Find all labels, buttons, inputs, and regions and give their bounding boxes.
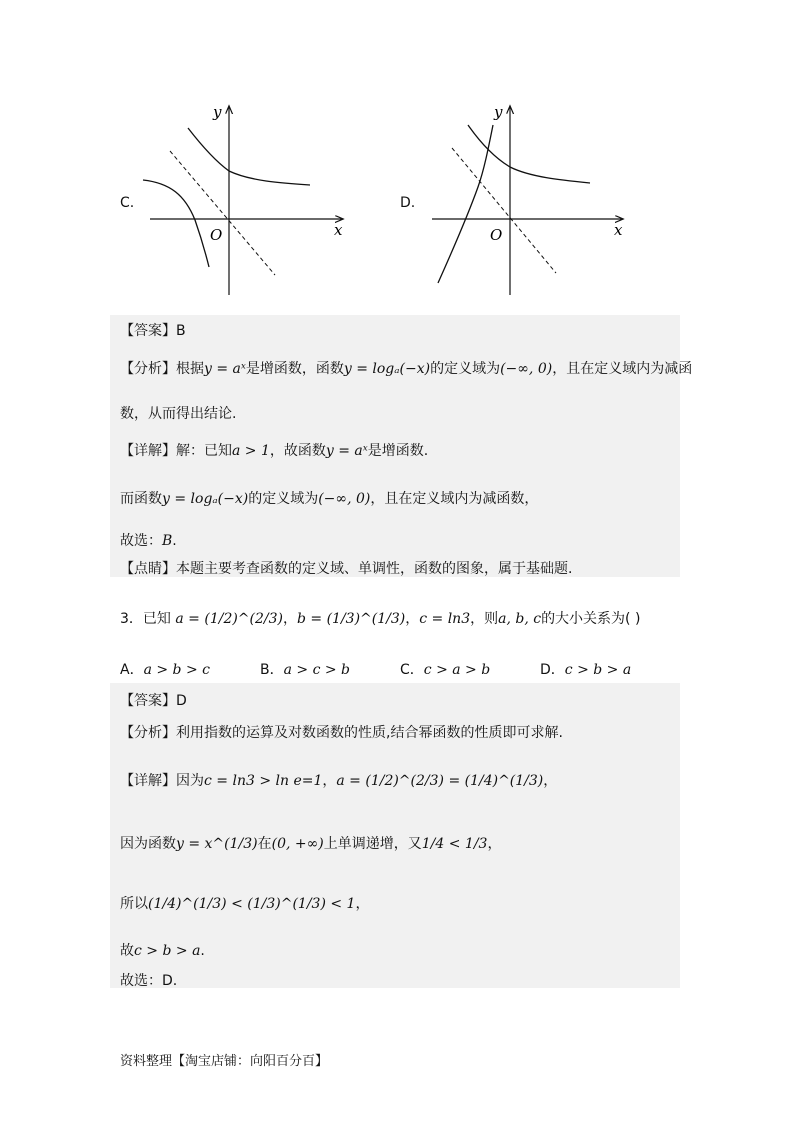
curve-lower <box>143 180 209 267</box>
option-expr: c > b > a <box>564 662 632 678</box>
q3-stem-prefix: 3．已知 <box>120 611 171 627</box>
q2-analysis-suffix: ，且在定义域内为减函 <box>552 361 693 377</box>
q2-detail2-suffix: ，且在定义域内为减函数， <box>370 491 539 507</box>
q3-stem: 3．已知 a = (1/2)^(2/3)，b = (1/3)^(1/3)，c = ln3，则a, b, c的大小关系为( ) <box>120 611 641 627</box>
q3-choose: 故选：D. <box>120 973 178 989</box>
q2-detail2-mid: 的定义域为 <box>248 491 319 507</box>
q3-detail4-prefix: 故 <box>120 943 134 959</box>
q2-detail-line1 <box>120 440 428 460</box>
q3-detail-line4 <box>120 940 205 960</box>
q2-detail-mid: ，故函数 <box>269 443 326 459</box>
q3-detail1-suffix: ， <box>543 773 558 789</box>
y-axis-label: y <box>213 103 222 121</box>
q3-detail1-prefix: 【详解】因为 <box>120 773 204 789</box>
graph-c <box>110 95 370 305</box>
q3-detail-line3 <box>120 893 369 913</box>
q2-detail-math1: a > 1 <box>232 443 270 459</box>
option-d-label: D. <box>400 195 416 211</box>
q3-answer: 【答案】D <box>120 693 187 709</box>
q2-analysis-mid2: 的定义域为 <box>430 361 501 377</box>
q3-detail2-mid2: 上单调递增，又 <box>323 836 422 852</box>
q2-analysis-prefix: 【分析】根据 <box>120 361 204 377</box>
q2-choose-prefix: 故选： <box>120 533 162 549</box>
q2-detail-suffix: 是增函数. <box>367 443 429 459</box>
q3-detail1-math1: c = ln3 > ln e=1 <box>204 773 323 789</box>
q3-option-b[interactable] <box>260 659 350 679</box>
q2-analysis-math2: y = logₐ(−x) <box>343 361 431 377</box>
q2-choose-suffix: . <box>172 533 177 549</box>
q3-stem-c: c = ln3 <box>419 611 471 627</box>
q3-option-a[interactable] <box>120 659 210 679</box>
q2-analysis-line1 <box>120 358 692 378</box>
q2-detail-math2: y = aˣ <box>325 443 368 459</box>
curve-upper <box>188 128 310 185</box>
q3-option-d[interactable] <box>540 659 631 679</box>
q2-analysis-line2: 数，从而得出结论. <box>120 406 237 422</box>
option-expr: c > a > b <box>423 662 491 678</box>
q2-analysis-math1: y = aˣ <box>204 361 246 377</box>
q3-detail2-mid: 在 <box>257 836 272 852</box>
q3-stem-mid: ，则 <box>470 611 499 627</box>
q3-detail3-math: (1/4)^(1/3) < (1/3)^(1/3) < 1 <box>148 896 356 912</box>
option-label: C． <box>400 662 424 678</box>
q3-stem-suffix: 的大小关系为( ) <box>541 611 641 627</box>
q3-option-c[interactable] <box>400 659 490 679</box>
q3-detail4-math: c > b > a <box>134 943 201 959</box>
page-footer: 资料整理【淘宝店铺：向阳百分百】 <box>120 1054 329 1069</box>
q3-detail2-suffix: ， <box>487 836 502 852</box>
q3-analysis: 【分析】利用指数的运算及对数函数的性质,结合幂函数的性质即可求解. <box>120 725 563 741</box>
q2-choose <box>120 530 177 550</box>
q3-detail2-math1: y = x^(1/3) <box>176 836 258 852</box>
option-label: A． <box>120 662 144 678</box>
q3-detail3-suffix: ， <box>355 896 370 912</box>
q3-detail4-suffix: . <box>200 943 205 959</box>
q2-comment: 【点睛】本题主要考查函数的定义域、单调性，函数的图象，属于基础题. <box>120 561 573 577</box>
q2-detail2-prefix: 而函数 <box>120 491 162 507</box>
q3-detail3-prefix: 所以 <box>120 896 148 912</box>
q3-detail2-math3: 1/4 < 1/3 <box>421 836 488 852</box>
x-axis-label: x <box>334 221 343 239</box>
q3-detail-line2 <box>120 833 501 853</box>
q3-detail1-math2: a = (1/2)^(2/3) = (1/4)^(1/3) <box>336 773 544 789</box>
q3-stem-vars: a, b, c <box>498 611 542 627</box>
q3-detail1-sep: ， <box>322 773 337 789</box>
q2-answer: 【答案】B <box>120 323 186 339</box>
option-label: D． <box>540 662 565 678</box>
origin-label: O <box>490 226 503 244</box>
graph-d <box>400 95 640 305</box>
dashed-asymptote-line <box>170 151 275 275</box>
dashed-asymptote-line <box>452 148 556 273</box>
q2-detail-line2 <box>120 488 538 508</box>
curve-increasing <box>438 125 493 283</box>
option-expr: a > c > b <box>283 662 351 678</box>
q3-detail2-prefix: 因为函数 <box>120 836 176 852</box>
origin-label: O <box>210 226 223 244</box>
q2-analysis-mid: 是增函数，函数 <box>245 361 344 377</box>
q3-detail-line1 <box>120 770 557 790</box>
q2-analysis-math3: (−∞, 0) <box>500 361 553 377</box>
y-axis-label: y <box>494 103 503 121</box>
q2-detail2-math1: y = logₐ(−x) <box>162 491 249 507</box>
option-c-label: C. <box>120 195 135 211</box>
x-axis-label: x <box>614 221 623 239</box>
q2-detail2-math2: (−∞, 0) <box>318 491 371 507</box>
q2-choose-math: B <box>162 533 173 549</box>
q3-stem-b: b = (1/3)^(1/3) <box>297 611 406 627</box>
option-label: B． <box>260 662 284 678</box>
q2-detail-prefix: 【详解】解：已知 <box>120 443 232 459</box>
q3-stem-a: a = (1/2)^(2/3) <box>175 611 283 627</box>
q3-detail2-math2: (0, +∞) <box>271 836 324 852</box>
option-expr: a > b > c <box>143 662 210 678</box>
